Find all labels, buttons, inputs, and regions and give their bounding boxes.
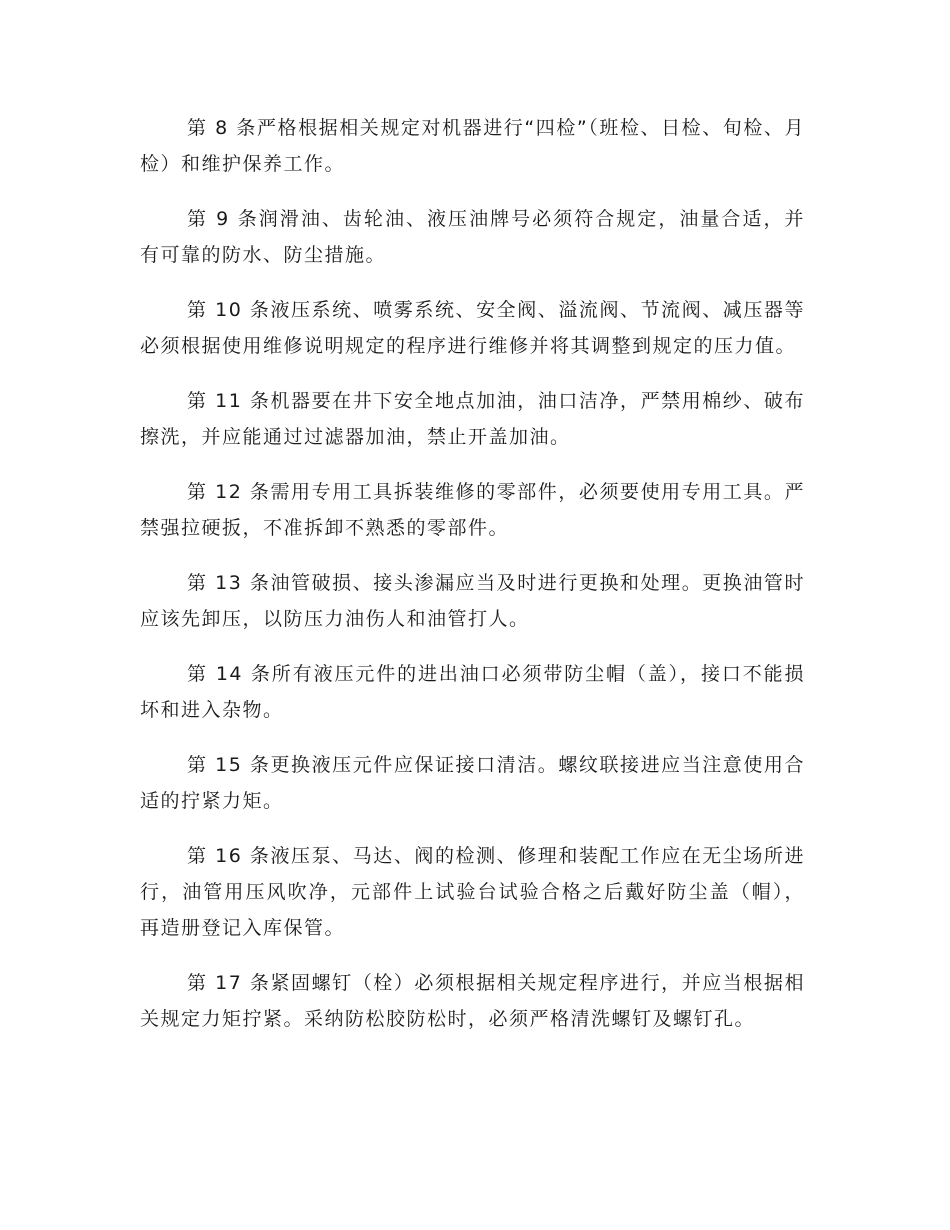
article-8-text: 第 8 条严格根据相关规定对机器进行“四检”（班检、日检、旬检、月检）和维护保养工作。 (140, 117, 805, 175)
article-15 (140, 747, 805, 819)
article-17 (140, 965, 805, 1037)
article-15-text: 第 15 条更换液压元件应保证接口清洁。螺纹联接进应当注意使用合适的拧紧力矩。 (140, 754, 805, 812)
article-9 (140, 201, 805, 273)
article-13 (140, 565, 805, 637)
article-10 (140, 292, 805, 364)
document-body (140, 110, 805, 1056)
article-13-text: 第 13 条油管破损、接头渗漏应当及时进行更换和处理。更换油管时应该先卸压，以防压力油伤人和油管打人。 (140, 572, 805, 630)
article-11 (140, 383, 805, 455)
article-12 (140, 474, 805, 546)
article-17-text: 第 17 条紧固螺钉（栓）必须根据相关规定程序进行，并应当根据相关规定力矩拧紧。采纳防松胶防松时，必须严格清洗螺钉及螺钉孔。 (140, 972, 805, 1030)
article-10-text: 第 10 条液压系统、喷雾系统、安全阀、溢流阀、节流阀、减压器等必须根据使用维修说明规定的程序进行维修并将其调整到规定的压力值。 (140, 299, 805, 357)
article-8 (140, 110, 805, 182)
article-16 (140, 838, 805, 946)
article-9-text: 第 9 条润滑油、齿轮油、液压油牌号必须符合规定，油量合适，并有可靠的防水、防尘措施。 (140, 208, 805, 266)
article-14 (140, 656, 805, 728)
article-16-text: 第 16 条液压泵、马达、阀的检测、修理和装配工作应在无尘场所进行，油管用压风吹净，元部件上试验台试验合格之后戴好防尘盖（帽），再造册登记入库保管。 (140, 845, 805, 939)
article-14-text: 第 14 条所有液压元件的进出油口必须带防尘帽（盖），接口不能损坏和进入杂物。 (140, 663, 805, 721)
article-11-text: 第 11 条机器要在井下安全地点加油，油口洁净，严禁用棉纱、破布擦洗，并应能通过过滤器加油，禁止开盖加油。 (140, 390, 805, 448)
article-12-text: 第 12 条需用专用工具拆装维修的零部件，必须要使用专用工具。严禁强拉硬扳，不准拆卸不熟悉的零部件。 (140, 481, 805, 539)
